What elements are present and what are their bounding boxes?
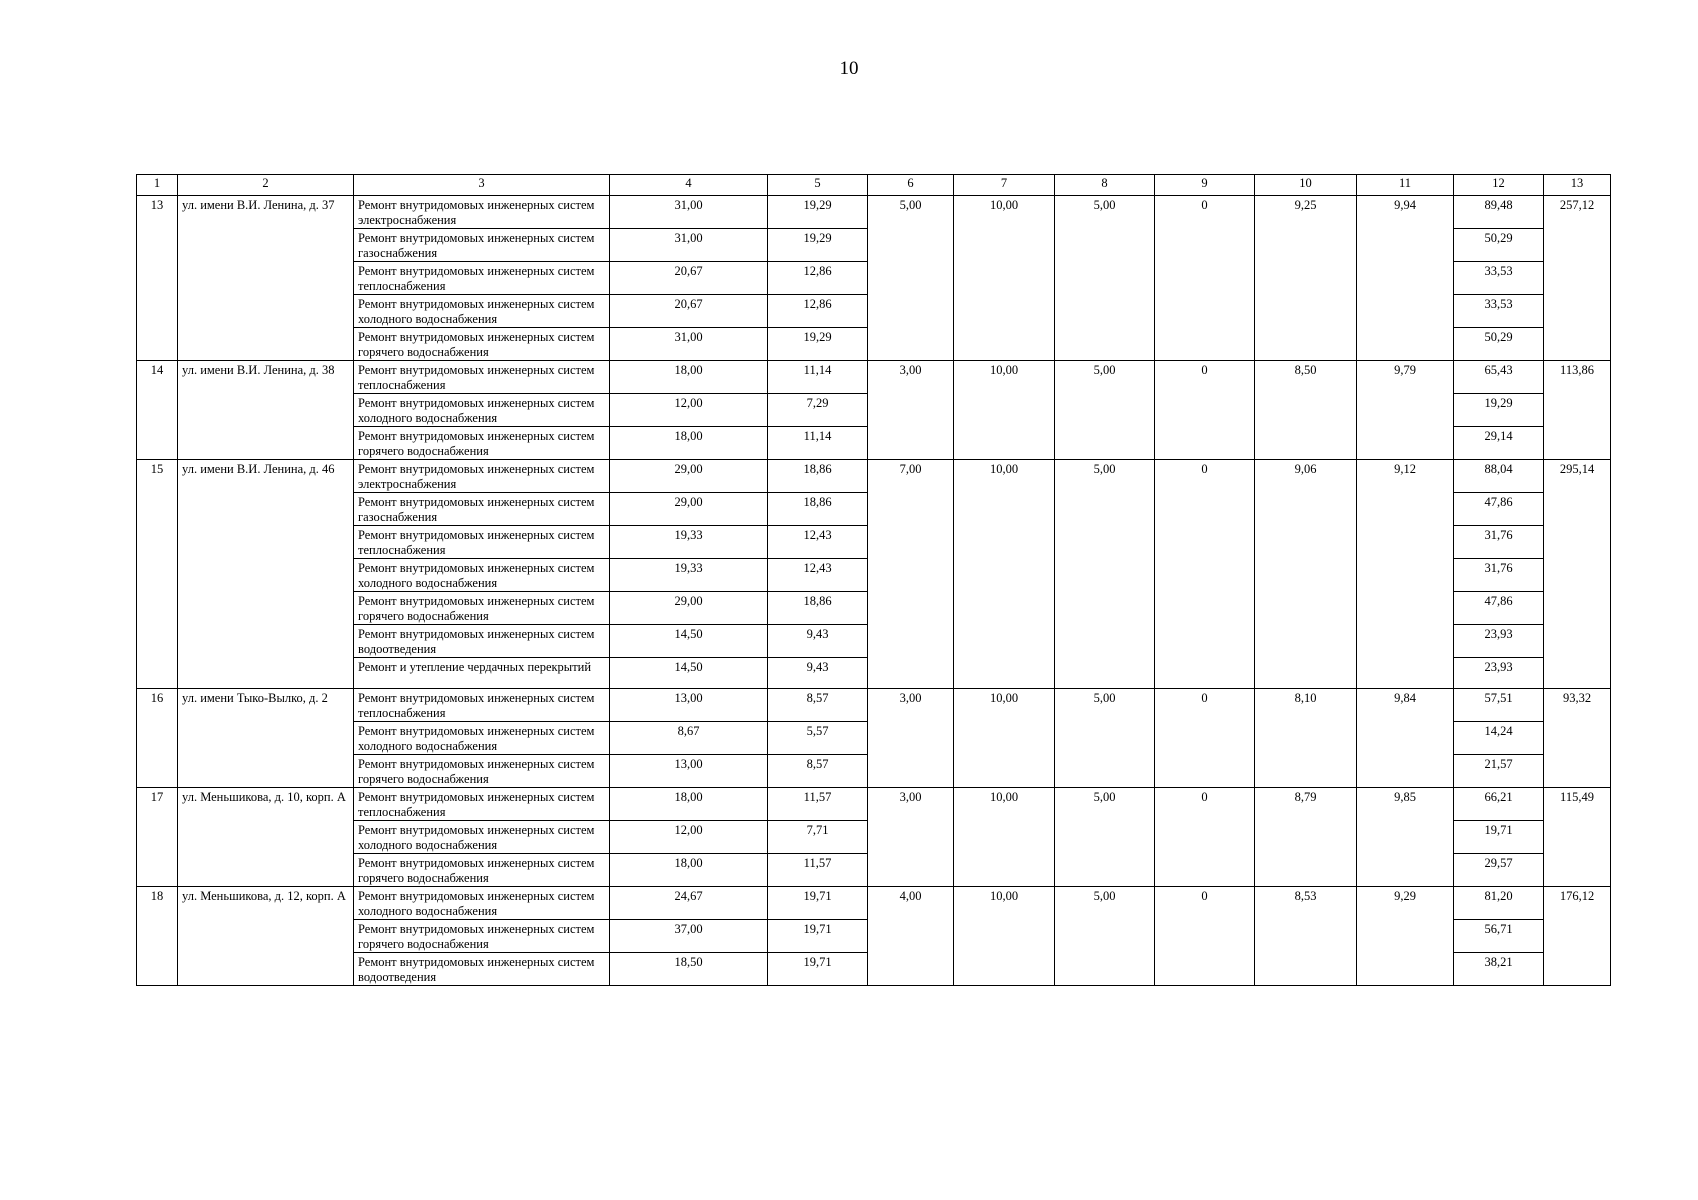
value-cell-10: 9,25: [1255, 196, 1357, 361]
value-cell-12: 57,51: [1454, 689, 1544, 722]
value-cell-12: 47,86: [1454, 592, 1544, 625]
value-cell-11: 9,79: [1357, 361, 1454, 460]
value-cell-4: 29,00: [610, 592, 768, 625]
value-cell-9: 0: [1155, 196, 1255, 361]
value-cell-10: 8,50: [1255, 361, 1357, 460]
work-type-cell: Ремонт внутридомовых инженерных систем водоотведения: [354, 953, 610, 986]
work-type-cell: Ремонт внутридомовых инженерных систем теплоснабжения: [354, 689, 610, 722]
work-type-cell: Ремонт внутридомовых инженерных систем холодного водоснабжения: [354, 394, 610, 427]
work-type-cell: Ремонт внутридомовых инженерных систем теплоснабжения: [354, 361, 610, 394]
value-cell-5: 18,86: [768, 592, 868, 625]
value-cell-5: 19,29: [768, 196, 868, 229]
value-cell-12: 38,21: [1454, 953, 1544, 986]
value-cell-12: 29,14: [1454, 427, 1544, 460]
address-cell: ул. имени В.И. Ленина, д. 38: [178, 361, 354, 460]
work-type-cell: Ремонт внутридомовых инженерных систем горячего водоснабжения: [354, 427, 610, 460]
value-cell-12: 89,48: [1454, 196, 1544, 229]
value-cell-11: 9,85: [1357, 788, 1454, 887]
value-cell-9: 0: [1155, 689, 1255, 788]
table-header-row: [137, 175, 1611, 196]
value-cell-9: 0: [1155, 361, 1255, 460]
value-cell-5: 18,86: [768, 460, 868, 493]
value-cell-4: 12,00: [610, 821, 768, 854]
work-type-cell: Ремонт внутридомовых инженерных систем электроснабжения: [354, 196, 610, 229]
work-type-cell: Ремонт внутридомовых инженерных систем электроснабжения: [354, 460, 610, 493]
works-table: [136, 174, 1611, 986]
value-cell-5: 19,29: [768, 229, 868, 262]
value-cell-9: 0: [1155, 460, 1255, 689]
work-type-cell: Ремонт внутридомовых инженерных систем газоснабжения: [354, 229, 610, 262]
total-cell: 113,86: [1544, 361, 1611, 460]
column-header: 7: [954, 175, 1055, 196]
row-number: 18: [137, 887, 178, 986]
total-cell: 295,14: [1544, 460, 1611, 689]
value-cell-4: 18,00: [610, 427, 768, 460]
value-cell-5: 12,86: [768, 295, 868, 328]
column-header: 5: [768, 175, 868, 196]
value-cell-5: 11,14: [768, 361, 868, 394]
value-cell-7: 10,00: [954, 361, 1055, 460]
value-cell-7: 10,00: [954, 460, 1055, 689]
work-type-cell: Ремонт внутридомовых инженерных систем водоотведения: [354, 625, 610, 658]
work-type-cell: Ремонт внутридомовых инженерных систем холодного водоснабжения: [354, 821, 610, 854]
value-cell-12: 81,20: [1454, 887, 1544, 920]
address-cell: ул. имени В.И. Ленина, д. 37: [178, 196, 354, 361]
row-number: 16: [137, 689, 178, 788]
column-header: 10: [1255, 175, 1357, 196]
work-type-cell: Ремонт внутридомовых инженерных систем теплоснабжения: [354, 526, 610, 559]
value-cell-12: 21,57: [1454, 755, 1544, 788]
value-cell-12: 14,24: [1454, 722, 1544, 755]
value-cell-12: 50,29: [1454, 328, 1544, 361]
work-type-cell: Ремонт внутридомовых инженерных систем холодного водоснабжения: [354, 295, 610, 328]
value-cell-4: 12,00: [610, 394, 768, 427]
value-cell-4: 29,00: [610, 460, 768, 493]
value-cell-11: 9,94: [1357, 196, 1454, 361]
value-cell-6: 3,00: [868, 788, 954, 887]
value-cell-12: 23,93: [1454, 625, 1544, 658]
value-cell-4: 19,33: [610, 526, 768, 559]
value-cell-6: 7,00: [868, 460, 954, 689]
table-row: [137, 689, 1611, 722]
value-cell-5: 7,29: [768, 394, 868, 427]
value-cell-5: 11,14: [768, 427, 868, 460]
value-cell-12: 29,57: [1454, 854, 1544, 887]
column-header: 8: [1055, 175, 1155, 196]
value-cell-5: 7,71: [768, 821, 868, 854]
value-cell-4: 18,00: [610, 361, 768, 394]
value-cell-5: 9,43: [768, 625, 868, 658]
page-number: 10: [839, 58, 859, 79]
value-cell-10: 8,10: [1255, 689, 1357, 788]
value-cell-4: 8,67: [610, 722, 768, 755]
value-cell-12: 56,71: [1454, 920, 1544, 953]
work-type-cell: Ремонт внутридомовых инженерных систем горячего водоснабжения: [354, 328, 610, 361]
value-cell-12: 19,71: [1454, 821, 1544, 854]
value-cell-12: 47,86: [1454, 493, 1544, 526]
work-type-cell: Ремонт внутридомовых инженерных систем газоснабжения: [354, 493, 610, 526]
row-number: 13: [137, 196, 178, 361]
total-cell: 176,12: [1544, 887, 1611, 986]
value-cell-5: 19,71: [768, 920, 868, 953]
address-cell: ул. Меньшикова, д. 10, корп. А: [178, 788, 354, 887]
value-cell-5: 19,29: [768, 328, 868, 361]
value-cell-5: 9,43: [768, 658, 868, 689]
value-cell-6: 4,00: [868, 887, 954, 986]
value-cell-4: 14,50: [610, 658, 768, 689]
work-type-cell: Ремонт внутридомовых инженерных систем холодного водоснабжения: [354, 559, 610, 592]
value-cell-4: 20,67: [610, 262, 768, 295]
value-cell-5: 5,57: [768, 722, 868, 755]
row-number: 17: [137, 788, 178, 887]
value-cell-6: 3,00: [868, 361, 954, 460]
work-type-cell: Ремонт внутридомовых инженерных систем горячего водоснабжения: [354, 755, 610, 788]
value-cell-4: 18,50: [610, 953, 768, 986]
value-cell-12: 65,43: [1454, 361, 1544, 394]
row-number: 14: [137, 361, 178, 460]
column-header: 13: [1544, 175, 1611, 196]
value-cell-9: 0: [1155, 788, 1255, 887]
column-header: 11: [1357, 175, 1454, 196]
value-cell-10: 8,53: [1255, 887, 1357, 986]
value-cell-5: 18,86: [768, 493, 868, 526]
value-cell-8: 5,00: [1055, 689, 1155, 788]
value-cell-5: 19,71: [768, 887, 868, 920]
value-cell-4: 31,00: [610, 229, 768, 262]
value-cell-4: 37,00: [610, 920, 768, 953]
column-header: 2: [178, 175, 354, 196]
value-cell-5: 8,57: [768, 755, 868, 788]
work-type-cell: Ремонт внутридомовых инженерных систем горячего водоснабжения: [354, 920, 610, 953]
work-type-cell: Ремонт внутридомовых инженерных систем теплоснабжения: [354, 788, 610, 821]
value-cell-11: 9,29: [1357, 887, 1454, 986]
value-cell-7: 10,00: [954, 196, 1055, 361]
table-row: [137, 361, 1611, 394]
address-cell: ул. имени Тыко-Вылко, д. 2: [178, 689, 354, 788]
value-cell-5: 12,43: [768, 559, 868, 592]
table-row: [137, 460, 1611, 493]
work-type-cell: Ремонт внутридомовых инженерных систем горячего водоснабжения: [354, 854, 610, 887]
work-type-cell: Ремонт внутридомовых инженерных систем холодного водоснабжения: [354, 722, 610, 755]
value-cell-4: 18,00: [610, 854, 768, 887]
work-type-cell: Ремонт внутридомовых инженерных систем теплоснабжения: [354, 262, 610, 295]
value-cell-5: 11,57: [768, 788, 868, 821]
value-cell-12: 66,21: [1454, 788, 1544, 821]
address-cell: ул. Меньшикова, д. 12, корп. А: [178, 887, 354, 986]
value-cell-9: 0: [1155, 887, 1255, 986]
work-type-cell: Ремонт и утепление чердачных перекрытий: [354, 658, 610, 689]
value-cell-12: 19,29: [1454, 394, 1544, 427]
value-cell-4: 13,00: [610, 689, 768, 722]
value-cell-4: 13,00: [610, 755, 768, 788]
value-cell-12: 88,04: [1454, 460, 1544, 493]
value-cell-10: 9,06: [1255, 460, 1357, 689]
address-cell: ул. имени В.И. Ленина, д. 46: [178, 460, 354, 689]
value-cell-5: 12,43: [768, 526, 868, 559]
value-cell-12: 31,76: [1454, 559, 1544, 592]
total-cell: 257,12: [1544, 196, 1611, 361]
value-cell-12: 23,93: [1454, 658, 1544, 689]
value-cell-5: 12,86: [768, 262, 868, 295]
value-cell-12: 33,53: [1454, 262, 1544, 295]
value-cell-6: 5,00: [868, 196, 954, 361]
value-cell-7: 10,00: [954, 887, 1055, 986]
value-cell-8: 5,00: [1055, 460, 1155, 689]
total-cell: 93,32: [1544, 689, 1611, 788]
column-header: 9: [1155, 175, 1255, 196]
value-cell-8: 5,00: [1055, 887, 1155, 986]
value-cell-4: 20,67: [610, 295, 768, 328]
column-header: 3: [354, 175, 610, 196]
value-cell-12: 33,53: [1454, 295, 1544, 328]
column-header: 6: [868, 175, 954, 196]
value-cell-8: 5,00: [1055, 196, 1155, 361]
value-cell-8: 5,00: [1055, 788, 1155, 887]
table-row: [137, 788, 1611, 821]
value-cell-4: 18,00: [610, 788, 768, 821]
value-cell-7: 10,00: [954, 689, 1055, 788]
column-header: 1: [137, 175, 178, 196]
value-cell-11: 9,12: [1357, 460, 1454, 689]
value-cell-7: 10,00: [954, 788, 1055, 887]
value-cell-5: 8,57: [768, 689, 868, 722]
column-header: 12: [1454, 175, 1544, 196]
value-cell-4: 24,67: [610, 887, 768, 920]
value-cell-4: 29,00: [610, 493, 768, 526]
total-cell: 115,49: [1544, 788, 1611, 887]
value-cell-6: 3,00: [868, 689, 954, 788]
value-cell-12: 31,76: [1454, 526, 1544, 559]
work-type-cell: Ремонт внутридомовых инженерных систем горячего водоснабжения: [354, 592, 610, 625]
value-cell-4: 31,00: [610, 196, 768, 229]
value-cell-12: 50,29: [1454, 229, 1544, 262]
work-type-cell: Ремонт внутридомовых инженерных систем холодного водоснабжения: [354, 887, 610, 920]
value-cell-4: 31,00: [610, 328, 768, 361]
value-cell-4: 14,50: [610, 625, 768, 658]
value-cell-5: 19,71: [768, 953, 868, 986]
value-cell-4: 19,33: [610, 559, 768, 592]
table-row: [137, 196, 1611, 229]
table-row: [137, 887, 1611, 920]
value-cell-8: 5,00: [1055, 361, 1155, 460]
value-cell-11: 9,84: [1357, 689, 1454, 788]
value-cell-5: 11,57: [768, 854, 868, 887]
column-header: 4: [610, 175, 768, 196]
row-number: 15: [137, 460, 178, 689]
value-cell-10: 8,79: [1255, 788, 1357, 887]
